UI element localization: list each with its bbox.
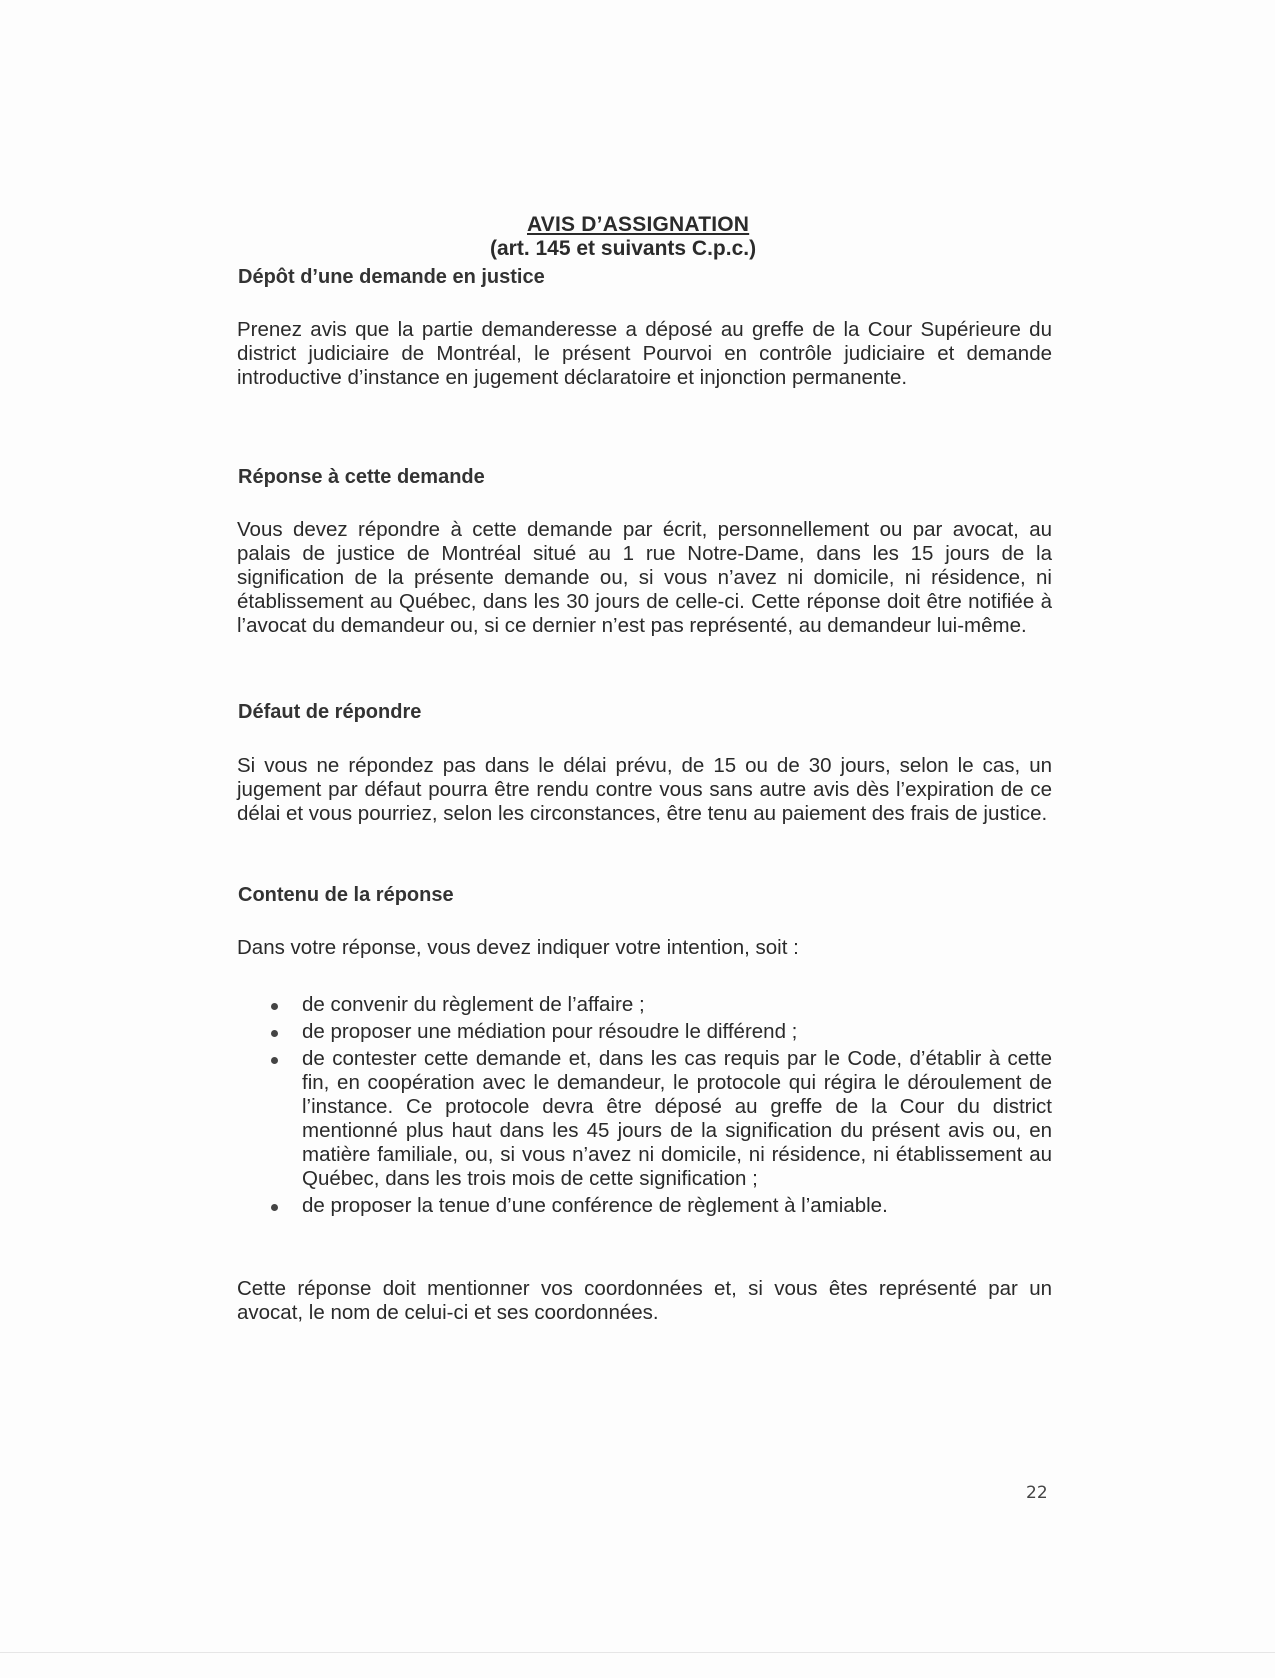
- page-edge-divider: [0, 1652, 1275, 1653]
- section-paragraph-depot: Prenez avis que la partie demanderesse a déposé au greffe de la Cour Supérieure du district judiciaire de Montréal, le présent Pourvoi en contrôle judiciaire et demande introductive d’instance en jugement déclaratoire et injonction permanente.: [237, 318, 1052, 389]
- document-subtitle: (art. 145 et suivants C.p.c.): [490, 237, 757, 260]
- list-item-text: de contester cette demande et, dans les cas requis par le Code, d’établir à cette fin, en coopération avec le demandeur, le protocole qui régira le déroulement de l’instance. Ce protocole devra être déposé au greffe de la Cour du district mentionné plus haut dans les 45 jours de la signification du présent avis ou, en matière familiale, ou, si vous n’avez ni domicile, ni résidence, ni établissement au Québec, dans les trois mois de cette signification ;: [302, 1047, 1052, 1190]
- list-item: [268, 993, 1052, 1017]
- section-heading-defaut: Défaut de répondre: [238, 701, 422, 723]
- section-heading-reponse: Réponse à cette demande: [238, 466, 485, 488]
- list-item: [268, 1020, 1052, 1044]
- bullet-icon: [271, 1003, 278, 1010]
- bullet-icon: [271, 1030, 278, 1037]
- section-paragraph-defaut: Si vous ne répondez pas dans le délai prévu, de 15 ou de 30 jours, selon le cas, un jugement par défaut pourra être rendu contre vous sans autre avis dès l’expiration de ce délai et vous pourriez, selon les circonstances, être tenu au paiement des frais de justice.: [237, 754, 1052, 825]
- list-item-text: de convenir du règlement de l’affaire ;: [302, 993, 645, 1016]
- section-paragraph-reponse: Vous devez répondre à cette demande par écrit, personnellement ou par avocat, au palais de justice de Montréal situé au 1 rue Notre-Dame, dans les 15 jours de la signification de la présente demande ou, si vous n’avez ni domicile, ni résidence, ni établissement au Québec, dans les 30 jours de celle-ci. Cette réponse doit être notifiée à l’avocat du demandeur ou, si ce dernier n’est pas représenté, au demandeur lui-même.: [237, 518, 1052, 637]
- page-number: 22: [1026, 1483, 1048, 1503]
- closing-paragraph: Cette réponse doit mentionner vos coordonnées et, si vous êtes représenté par un avocat, le nom de celui-ci et ses coordonnées.: [237, 1277, 1052, 1324]
- list-item: [268, 1194, 1052, 1218]
- intention-list: [268, 993, 1052, 1221]
- bullet-icon: [271, 1057, 278, 1064]
- list-item-text: de proposer la tenue d’une conférence de règlement à l’amiable.: [302, 1194, 888, 1217]
- section-paragraph-contenu: Dans votre réponse, vous devez indiquer votre intention, soit :: [237, 936, 799, 959]
- section-heading-depot: Dépôt d’une demande en justice: [238, 266, 545, 288]
- bullet-icon: [271, 1204, 278, 1211]
- list-item: [268, 1047, 1052, 1191]
- section-heading-contenu: Contenu de la réponse: [238, 884, 454, 906]
- list-item-text: de proposer une médiation pour résoudre le différend ;: [302, 1020, 798, 1043]
- document-title: AVIS D’ASSIGNATION: [527, 213, 750, 236]
